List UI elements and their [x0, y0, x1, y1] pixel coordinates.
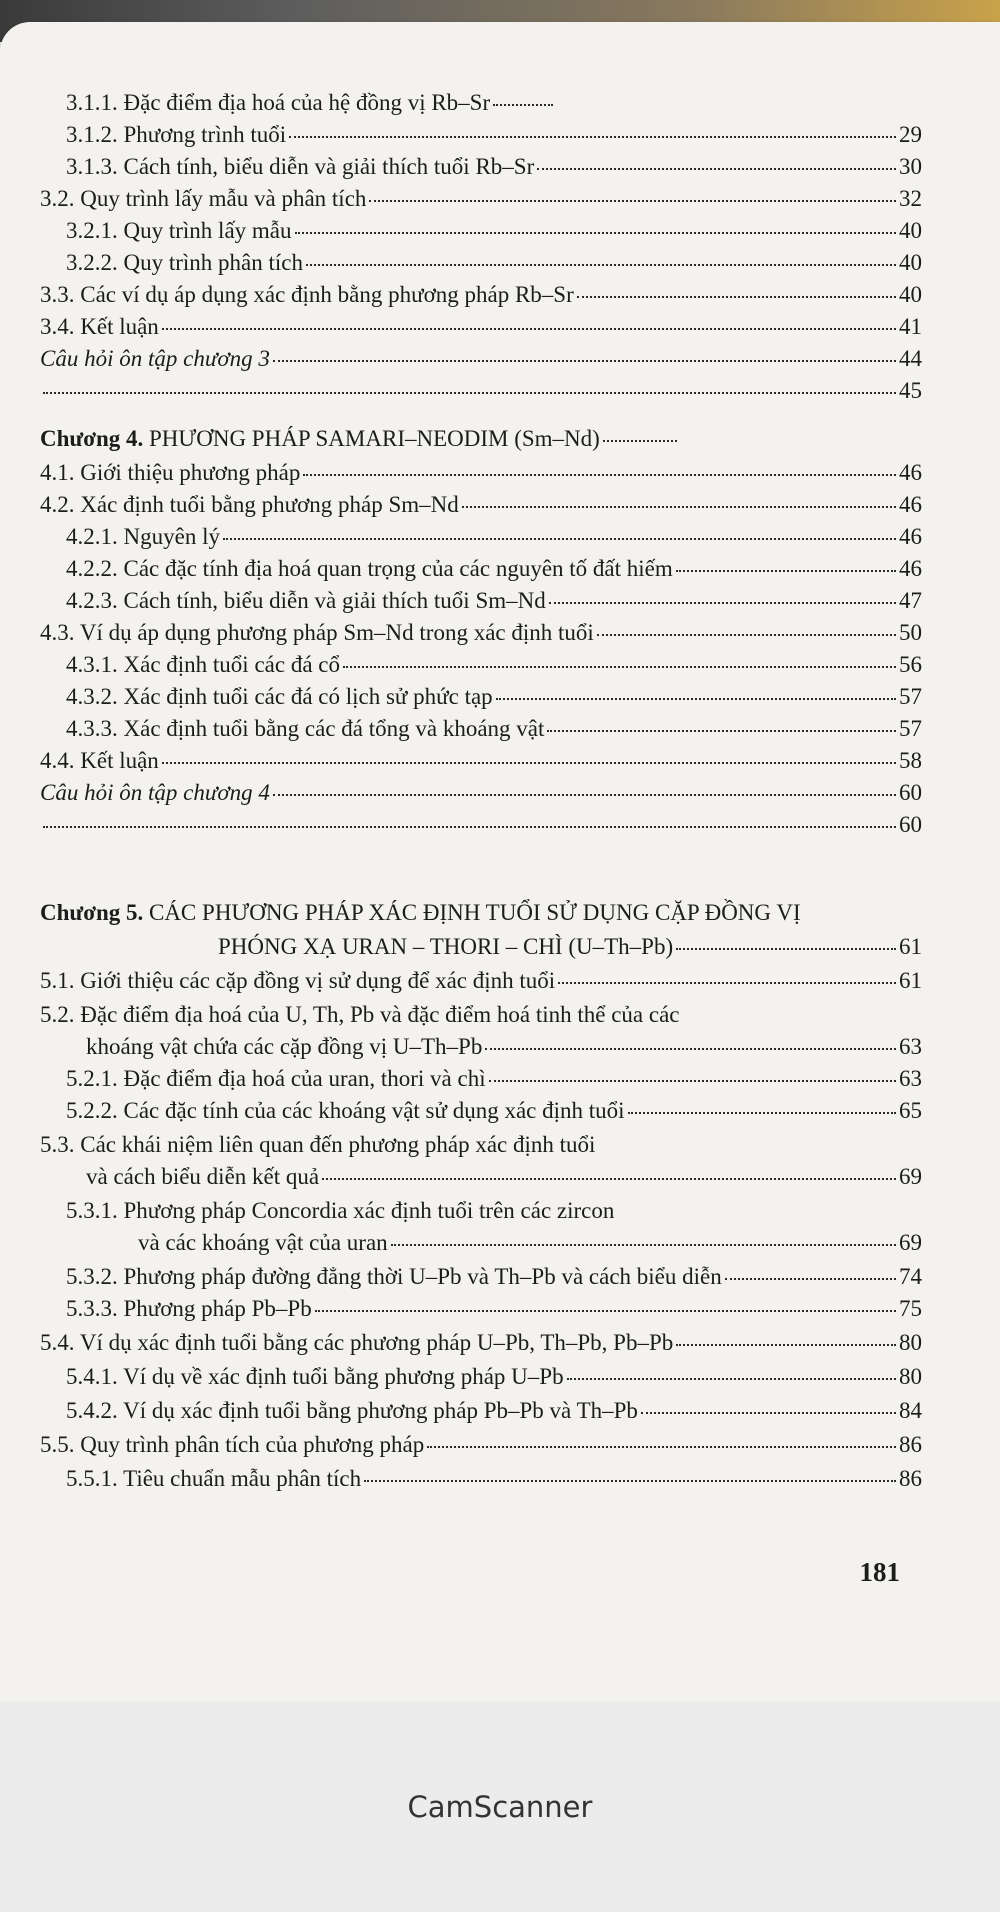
toc-entry: 4.2.2. Các đặc tính địa hoá quan trọng của các nguyên tố đất hiếm 46	[66, 556, 922, 581]
toc-entry: 60	[40, 812, 922, 842]
toc-entry: 4.1. Giới thiệu phương pháp 46	[40, 460, 922, 485]
toc-entry: 5.5.1. Tiêu chuẩn mẫu phân tích 86	[66, 1466, 922, 1491]
toc-entry: 4.3.1. Xác định tuổi các đá cổ 56	[66, 652, 922, 677]
toc-chapter-heading: Chương 5. CÁC PHƯƠNG PHÁP XÁC ĐỊNH TUỔI SỬ DỤNG CẶP ĐỒNG VỊ	[40, 900, 801, 925]
toc-entry: 4.3. Ví dụ áp dụng phương pháp Sm–Nd trong xác định tuổi 50	[40, 620, 922, 645]
toc-entry: 4.2. Xác định tuổi bằng phương pháp Sm–Nd 46	[40, 492, 922, 517]
toc-entry: 4.2.3. Cách tính, biểu diễn và giải thích tuổi Sm–Nd 47	[66, 588, 922, 613]
toc-entry: 4.4. Kết luận 58	[40, 748, 922, 773]
toc-entry: 5.4. Ví dụ xác định tuổi bằng các phương pháp U–Pb, Th–Pb, Pb–Pb 80	[40, 1330, 922, 1355]
toc-entry: 5.3.2. Phương pháp đường đẳng thời U–Pb và Th–Pb và cách biểu diễn 74	[66, 1264, 922, 1289]
toc-entry: Câu hỏi ôn tập chương 4 60	[40, 780, 922, 805]
toc-chapter-heading: Chương 4. PHƯƠNG PHÁP SAMARI–NEODIM (Sm–Nd)	[40, 426, 680, 456]
toc-entry: 5.3.1. Phương pháp Concordia xác định tuổi trên các zircon	[66, 1198, 615, 1223]
toc-entry: 5.5. Quy trình phân tích của phương pháp 86	[40, 1432, 922, 1457]
toc-entry: và cách biểu diễn kết quả 69	[86, 1164, 922, 1189]
toc-entry: 3.3. Các ví dụ áp dụng xác định bằng phương pháp Rb–Sr 40	[40, 282, 922, 307]
toc-entry: 3.1.2. Phương trình tuổi 29	[66, 122, 922, 147]
toc-entry: 5.3. Các khái niệm liên quan đến phương pháp xác định tuổi	[40, 1132, 596, 1157]
toc-entry: 4.3.2. Xác định tuổi các đá có lịch sử phức tạp 57	[66, 684, 922, 709]
toc-entry: 3.2. Quy trình lấy mẫu và phân tích 32	[40, 186, 922, 211]
toc-entry: Câu hỏi ôn tập chương 3 44	[40, 346, 922, 371]
book-page	[0, 22, 1000, 1702]
toc-entry: 5.1. Giới thiệu các cặp đồng vị sử dụng để xác định tuổi 61	[40, 968, 922, 993]
toc-entry: 3.1.3. Cách tính, biểu diễn và giải thích tuổi Rb–Sr 30	[66, 154, 922, 179]
toc-entry: 45	[40, 378, 922, 408]
page-number: 181	[859, 1557, 900, 1587]
toc-entry: 5.4.1. Ví dụ về xác định tuổi bằng phương pháp U–Pb 80	[66, 1364, 922, 1389]
toc-entry: và các khoáng vật của uran 69	[138, 1230, 922, 1255]
toc-entry: 4.3.3. Xác định tuổi bằng các đá tổng và khoáng vật 57	[66, 716, 922, 741]
toc-entry: khoáng vật chứa các cặp đồng vị U–Th–Pb 63	[86, 1034, 922, 1059]
toc-entry: 5.2. Đặc điểm địa hoá của U, Th, Pb và đặc điểm hoá tinh thể của các	[40, 1002, 680, 1027]
toc-entry: 5.2.2. Các đặc tính của các khoáng vật sử dụng xác định tuổi 65	[66, 1098, 922, 1123]
toc-entry: 3.2.2. Quy trình phân tích 40	[66, 250, 922, 275]
toc-entry: 5.3.3. Phương pháp Pb–Pb 75	[66, 1296, 922, 1321]
toc-entry: PHÓNG XẠ URAN – THORI – CHÌ (U–Th–Pb) 61	[218, 934, 922, 959]
toc-entry: 5.4.2. Ví dụ xác định tuổi bằng phương pháp Pb–Pb và Th–Pb 84	[66, 1398, 922, 1423]
toc-entry: 3.2.1. Quy trình lấy mẫu 40	[66, 218, 922, 243]
camscanner-watermark: CamScanner	[407, 1790, 593, 1824]
toc-entry: 3.4. Kết luận 41	[40, 314, 922, 339]
table-of-contents	[0, 22, 1000, 1582]
toc-entry: 5.2.1. Đặc điểm địa hoá của uran, thori và chì 63	[66, 1066, 922, 1091]
toc-entry: 4.2.1. Nguyên lý 46	[66, 524, 922, 549]
toc-entry: 3.1.1. Đặc điểm địa hoá của hệ đồng vị Rb–Sr	[66, 90, 556, 120]
